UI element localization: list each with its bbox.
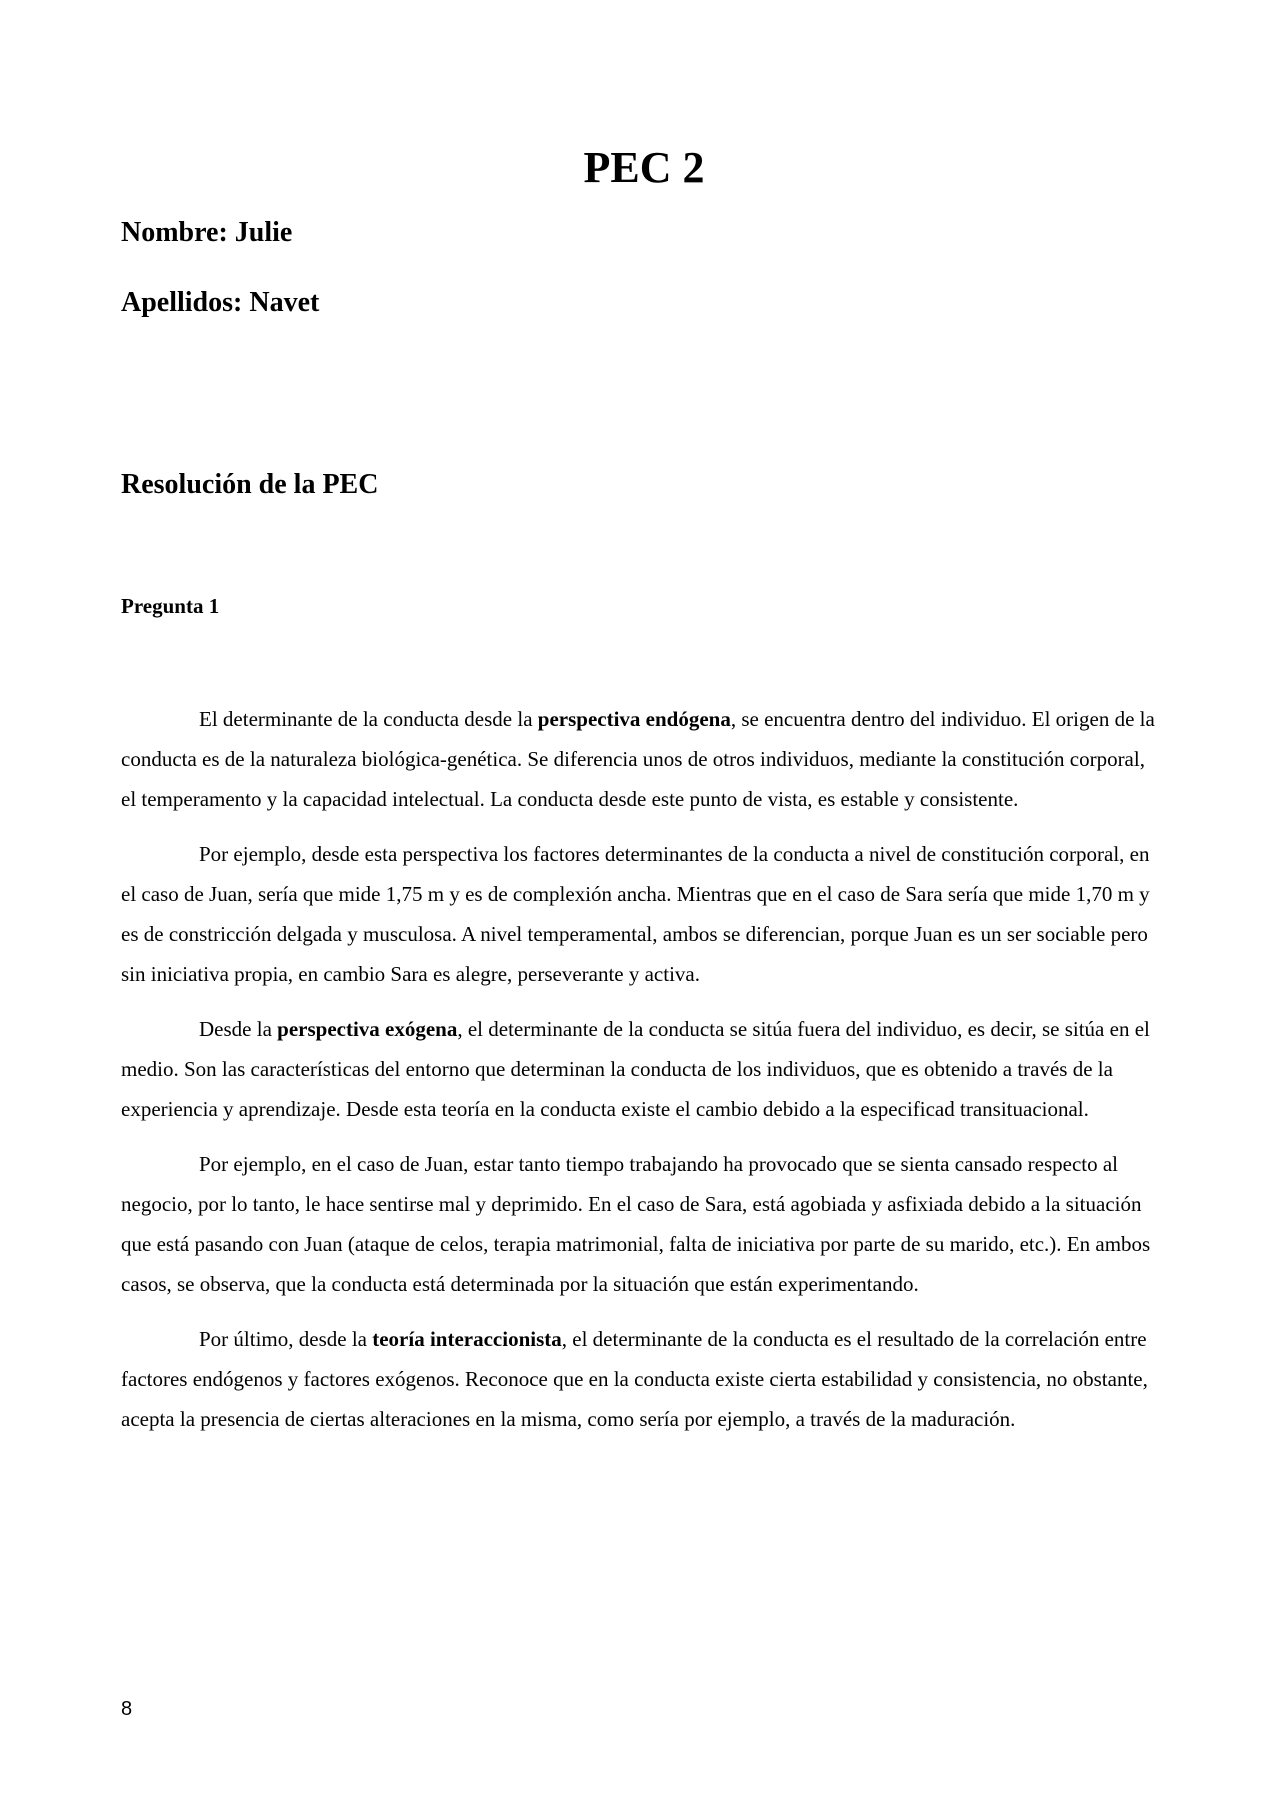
paragraph-text: , el determinante de la conducta se sitúa fuera del individuo, es decir, se sitúa en el medio. Son las características del entorno que determinan la conducta de los individuos, que es obtenido a través de la experiencia y aprendizaje. Desde esta teoría en la conducta existe el cambio debido a la especificad transituacional. <box>121 1017 1150 1121</box>
paragraph-text: Desde la <box>199 1017 278 1041</box>
paragraph-text: , el determinante de la conducta es el resultado de la correlación entre factores endógenos y factores exógenos. Reconoce que en la conducta existe cierta estabilidad y consistencia, no obstante, acepta la presencia de ciertas alteraciones en la misma, como sería por ejemplo, a través de la maduración. <box>121 1327 1148 1431</box>
paragraph-text: El determinante de la conducta desde la <box>199 707 538 731</box>
paragraph-text: Por ejemplo, desde esta perspectiva los factores determinantes de la conducta a nivel de constitución corporal, en el caso de Juan, sería que mide 1,75 m y es de complexión ancha. Mientras que en el caso de Sara sería que mide 1,70 m y es de constricción delgada y musculosa. A nivel temperamental, ambos se diferencian, porque Juan es un ser sociable pero sin iniciativa propia, en cambio Sara es alegre, perseverante y activa. <box>121 842 1150 986</box>
paragraph-text: Por último, desde la <box>199 1327 373 1351</box>
paragraph-endogenous <box>121 699 1163 819</box>
paragraph-exogenous-example <box>121 1144 1163 1304</box>
paragraph-text: Por ejemplo, en el caso de Juan, estar tanto tiempo trabajando ha provocado que se sienta cansado respecto al negocio, por lo tanto, le hace sentirse mal y deprimido. En el caso de Sara, está agobiada y asfixiada debido a la situación que está pasando con Juan (ataque de celos, terapia matrimonial, falta de iniciativa por parte de su marido, etc.). En ambos casos, se observa, que la conducta está determinada por la situación que están experimentando. <box>121 1152 1151 1296</box>
section-heading: Resolución de la PEC <box>121 469 379 500</box>
student-name: Nombre: Julie <box>121 217 293 248</box>
paragraph-interactionist <box>121 1319 1163 1439</box>
key-term: perspectiva endógena <box>537 707 731 731</box>
student-surname: Apellidos: Navet <box>121 287 320 318</box>
page-number: 8 <box>121 1698 133 1720</box>
paragraph-exogenous <box>121 1009 1163 1129</box>
paragraph-endogenous-example <box>121 834 1163 994</box>
answer-body <box>121 699 1163 1454</box>
key-term: perspectiva exógena <box>277 1017 458 1041</box>
document-title: PEC 2 <box>583 143 705 192</box>
key-term: teoría interaccionista <box>372 1327 562 1351</box>
question-heading: Pregunta 1 <box>121 594 220 618</box>
paragraph-text: , se encuentra dentro del individuo. El origen de la conducta es de la naturaleza biológica-genética. Se diferencia unos de otros individuos, mediante la constitución corporal, el temperamento y la capacidad intelectual. La conducta desde este punto de vista, es estable y consistente. <box>121 707 1155 811</box>
